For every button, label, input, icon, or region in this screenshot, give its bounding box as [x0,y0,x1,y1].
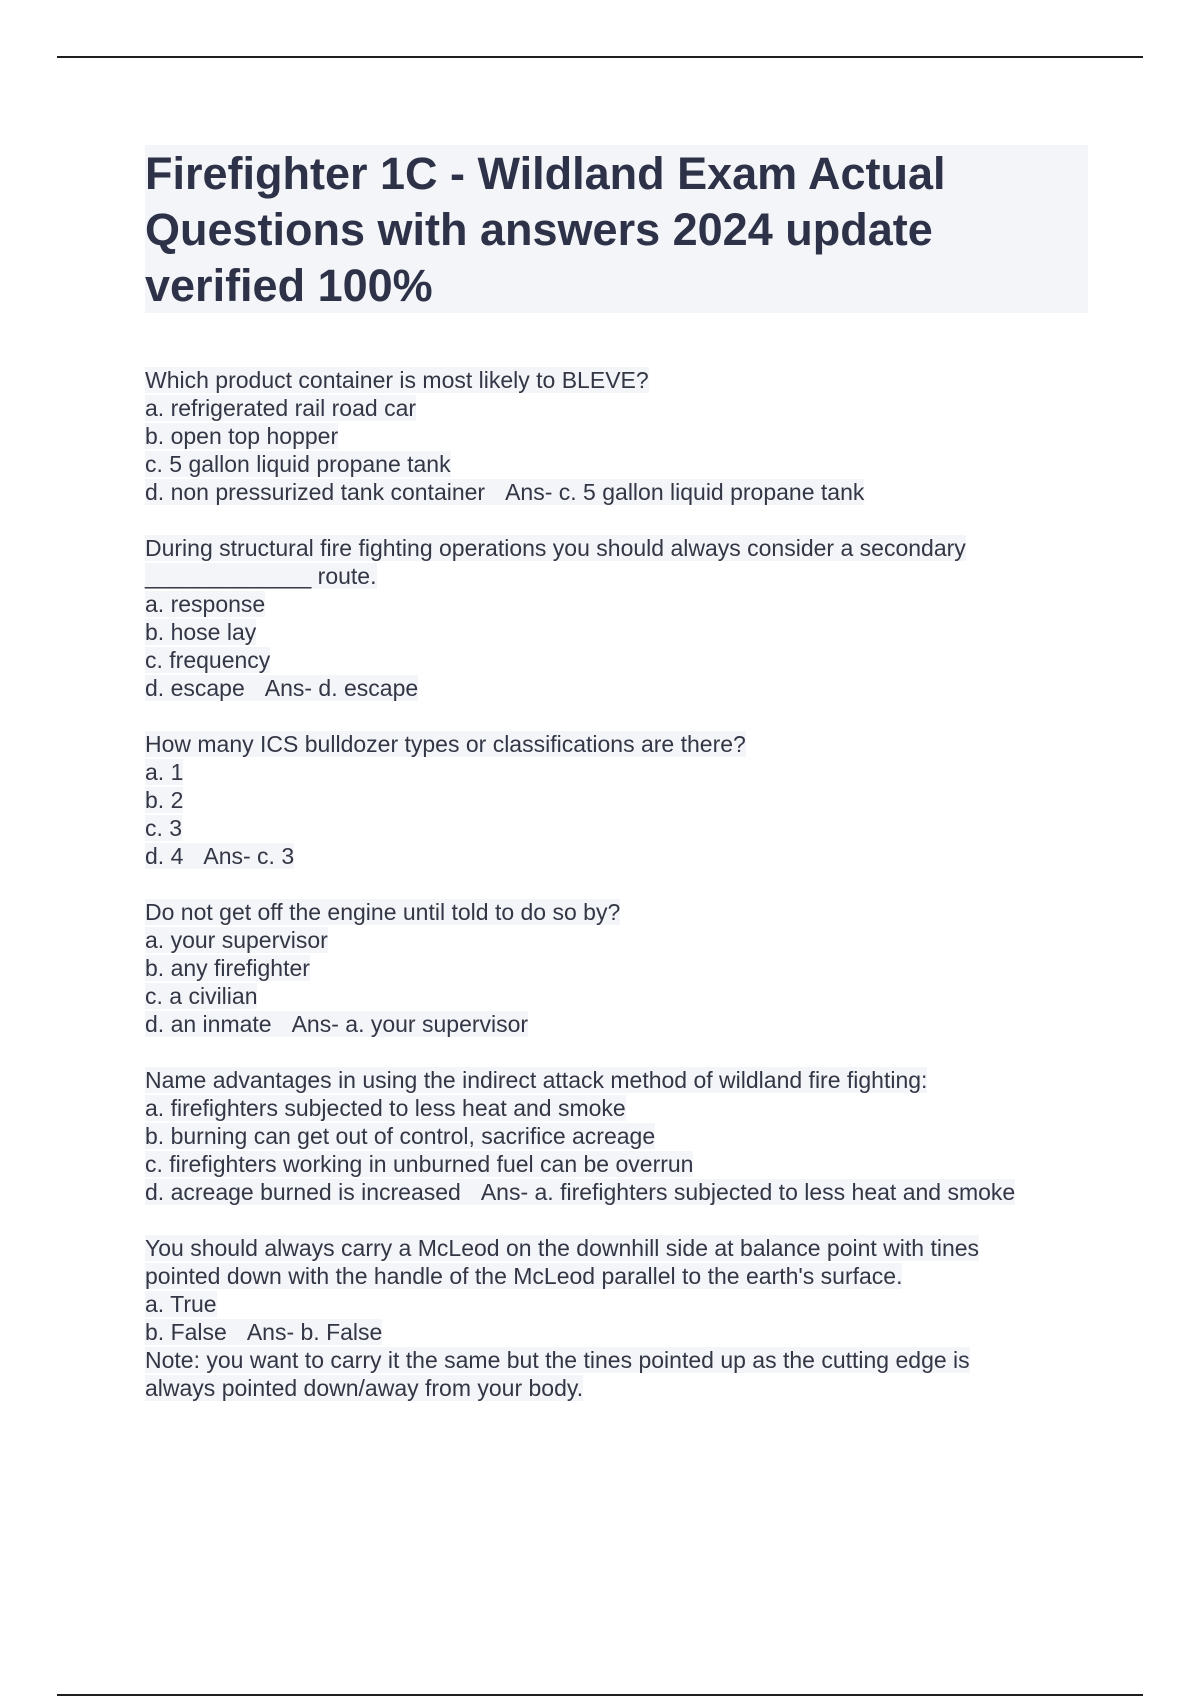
question-prompt: pointed down with the handle of the McLeod parallel to the earth's surface. [145,1263,903,1289]
correct-answer: Ans- d. escape [264,675,419,701]
question-item [145,730,1095,870]
question-prompt: How many ICS bulldozer types or classifications are there? [145,731,746,757]
answer-option: b. open top hopper [145,423,339,449]
question-prompt: _____________ route. [145,563,377,589]
answer-option: d. non pressurized tank container Ans- c. 5 gallon liquid propane tank [145,479,865,505]
question-item [145,1234,1095,1402]
question-prompt: During structural fire fighting operations you should always consider a secondary [145,535,966,561]
document-title [145,146,1085,314]
question-item [145,898,1095,1038]
answer-option: a. firefighters subjected to less heat and smoke [145,1095,626,1121]
question-item [145,1066,1095,1206]
answer-option: a. 1 [145,759,184,785]
answer-option: c. firefighters working in unburned fuel can be overrun [145,1151,694,1177]
answer-option: c. 5 gallon liquid propane tank [145,451,451,477]
question-item [145,534,1095,702]
title-line: Firefighter 1C - Wildland Exam Actual [145,148,946,199]
answer-option: a. refrigerated rail road car [145,395,417,421]
correct-answer: Ans- c. 3 [203,843,295,869]
correct-answer: Ans- a. your supervisor [291,1011,529,1037]
correct-answer: Ans- b. False [246,1319,383,1345]
answer-option: d. acreage burned is increased Ans- a. firefighters subjected to less heat and smoke [145,1179,1016,1205]
answer-note: always pointed down/away from your body. [145,1375,584,1401]
answer-option: c. 3 [145,815,183,841]
question-prompt: Name advantages in using the indirect attack method of wildland fire fighting: [145,1067,928,1093]
question-prompt: Do not get off the engine until told to do so by? [145,899,621,925]
answer-option: c. a civilian [145,983,258,1009]
answer-option: c. frequency [145,647,271,673]
correct-answer: Ans- c. 5 gallon liquid propane tank [505,479,865,505]
answer-option: d. 4 Ans- c. 3 [145,843,295,869]
answer-option: b. hose lay [145,619,257,645]
answer-option: b. 2 [145,787,184,813]
question-list [145,366,1095,1430]
title-line: verified 100% [145,260,433,311]
answer-option: d. an inmate Ans- a. your supervisor [145,1011,529,1037]
question-prompt: You should always carry a McLeod on the downhill side at balance point with tines [145,1235,980,1261]
answer-option: a. True [145,1291,217,1317]
answer-option: b. burning can get out of control, sacrifice acreage [145,1123,656,1149]
question-prompt: Which product container is most likely to BLEVE? [145,367,649,393]
bottom-rule [57,1694,1143,1696]
answer-option: b. False Ans- b. False [145,1319,383,1345]
top-rule [57,56,1143,58]
correct-answer: Ans- a. firefighters subjected to less heat and smoke [480,1179,1016,1205]
answer-option: d. escape Ans- d. escape [145,675,419,701]
question-item [145,366,1095,506]
title-line: Questions with answers 2024 update [145,204,933,255]
answer-option: b. any firefighter [145,955,310,981]
answer-note: Note: you want to carry it the same but the tines pointed up as the cutting edge is [145,1347,970,1373]
answer-option: a. response [145,591,266,617]
answer-option: a. your supervisor [145,927,328,953]
